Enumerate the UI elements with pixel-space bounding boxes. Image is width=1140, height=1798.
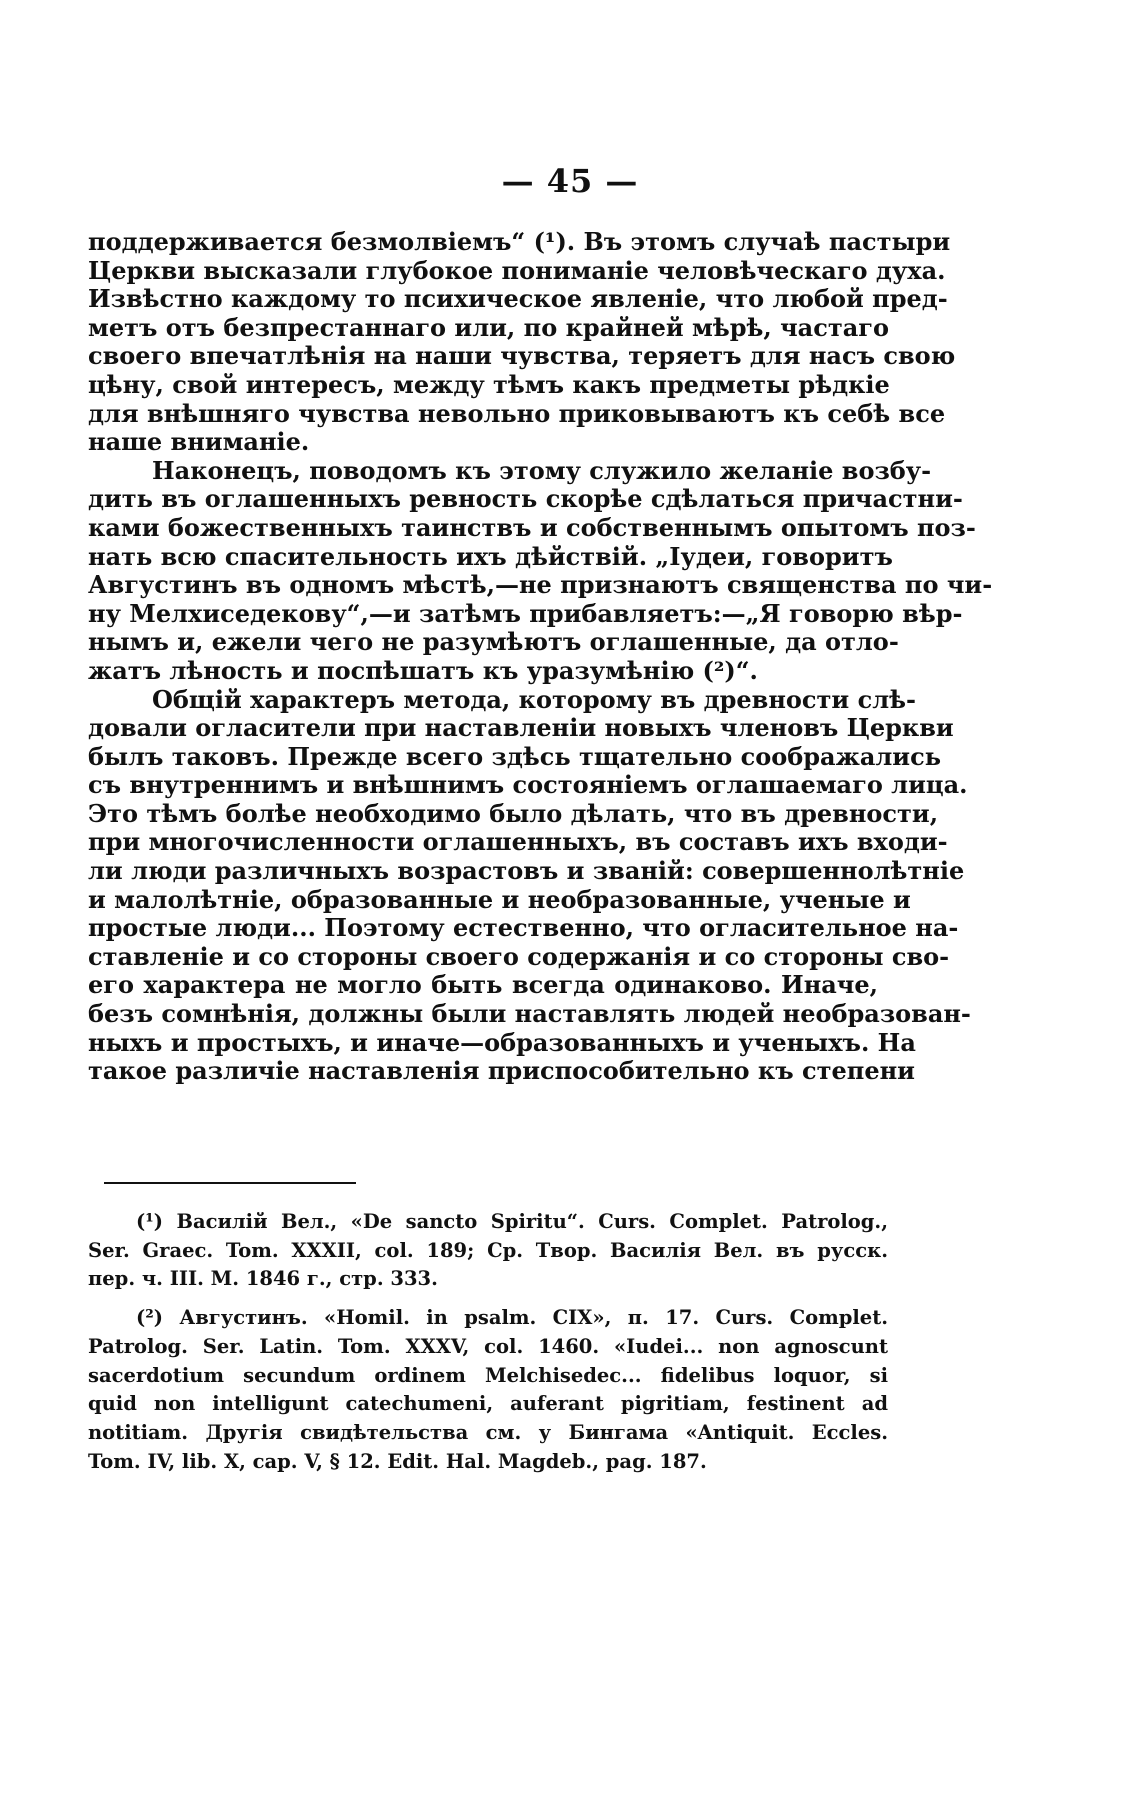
text-line: дить въ оглашенныхъ ревность скорѣе сдѣлаться причастни-: [88, 484, 963, 514]
footnote-line: (²) Августинъ. «Homil. in psalm. CIX», п. 17. Curs. Complet.: [136, 1306, 888, 1330]
text-line: ли люди различныхъ возрастовъ и званій: совершеннолѣтніе: [88, 856, 965, 886]
text-line: нать всю спасительность ихъ дѣйствій. „Іудеи, говоритъ: [88, 541, 893, 571]
footnotes: [88, 1208, 888, 1476]
text-line: жатъ лѣность и поспѣшатъ къ уразумѣнію (²)“.: [88, 655, 758, 685]
footnote-line: Ser. Graec. Tom. XXXII, col. 189; Ср. Твор. Василія Вел. въ русск.: [88, 1238, 888, 1262]
footnote-1: [88, 1208, 888, 1294]
paragraph: [88, 684, 971, 1086]
footnote-line: quid non intelligunt catechumeni, auferant pigritiam, festinent ad: [88, 1392, 888, 1416]
page-number: — 45 —: [501, 162, 639, 200]
text-line: простые люди... Поэтому естественно, что огласительное на-: [88, 913, 959, 943]
text-line: былъ таковъ. Прежде всего здѣсь тщательно соображались: [88, 741, 942, 771]
text-line: съ внутреннимъ и внѣшнимъ состояніемъ оглашаемаго лица.: [88, 770, 968, 800]
text-line: и малолѣтніе, образованные и необразованные, ученые и: [88, 884, 911, 914]
text-line: Общій характеръ метода, которому въ древности слѣ-: [152, 684, 916, 714]
footnote-line: (¹) Василій Вел., «De sancto Spiritu“. Curs. Complet. Patrolog.,: [136, 1210, 888, 1233]
text-line: при многочисленности оглашенныхъ, въ составъ ихъ входи-: [88, 827, 948, 857]
text-line: безъ сомнѣнія, должны были наставлять людей необразован-: [88, 999, 971, 1029]
text-line: Церкви высказали глубокое пониманіе человѣческаго духа.: [88, 255, 946, 285]
text-line: своего впечатлѣнія на наши чувства, теряетъ для насъ свою: [88, 341, 956, 371]
paragraph: [88, 455, 993, 686]
footnote-gap: [88, 1294, 888, 1304]
footnote-line: Patrolog. Ser. Latin. Tom. XXXV, col. 1460. «Iudei... non agnoscunt: [88, 1334, 888, 1358]
text-line: Извѣстно каждому то психическое явленіе, что любой пред-: [88, 284, 948, 314]
text-line: ками божественныхъ таинствъ и собственнымъ опытомъ поз-: [88, 512, 976, 542]
text-line: Наконецъ, поводомъ къ этому служило желаніе возбу-: [152, 455, 932, 485]
footnote-line: пер. ч. III. М. 1846 г., стр. 333.: [88, 1267, 438, 1291]
text-line: ну Мелхиседекову“,—и затѣмъ прибавляетъ:—„Я говорю вѣр-: [88, 598, 963, 628]
paragraph: [88, 227, 956, 457]
text-line: нымъ и, ежели чего не разумѣютъ оглашенные, да отло-: [88, 627, 899, 657]
footnote-line: Tom. IV, lib. X, cap. V, § 12. Edit. Hal. Magdeb., pag. 187.: [88, 1449, 707, 1473]
text-line: Это тѣмъ болѣе необходимо было дѣлать, что въ древности,: [88, 798, 939, 828]
footnote-line: sacerdotium secundum ordinem Melchisedec... fidelibus loquor, si: [88, 1363, 888, 1387]
text-line: наше вниманіе.: [88, 427, 310, 457]
text-line: ныхъ и простыхъ, и иначе—образованныхъ и ученыхъ. На: [88, 1027, 916, 1057]
text-line: цѣну, свой интересъ, между тѣмъ какъ предметы рѣдкіе: [88, 369, 890, 399]
text-line: такое различіе наставленія приспособительно къ степени: [88, 1056, 915, 1086]
footnote-divider: [104, 1182, 356, 1184]
text-line: Августинъ въ одномъ мѣстѣ,—не признаютъ священства по чи-: [88, 570, 993, 600]
main-text: [88, 227, 993, 1086]
text-line: поддерживается безмолвіемъ“ (¹). Въ этомъ случаѣ пастыри: [88, 227, 951, 256]
footnote-2: [88, 1304, 888, 1476]
text-line: его характера не могло быть всегда одинаково. Иначе,: [88, 970, 878, 1000]
footnote-line: notitiam. Другія свидѣтельства см. у Бингама «Antiquit. Eccles.: [88, 1420, 888, 1444]
text-line: для внѣшняго чувства невольно приковываютъ къ себѣ все: [88, 398, 946, 428]
text-line: метъ отъ безпрестаннаго или, по крайней мѣрѣ, частаго: [88, 312, 889, 342]
text-line: ставленіе и со стороны своего содержанія и со стороны сво-: [88, 941, 950, 971]
text-line: довали огласители при наставленіи новыхъ членовъ Церкви: [88, 713, 954, 743]
